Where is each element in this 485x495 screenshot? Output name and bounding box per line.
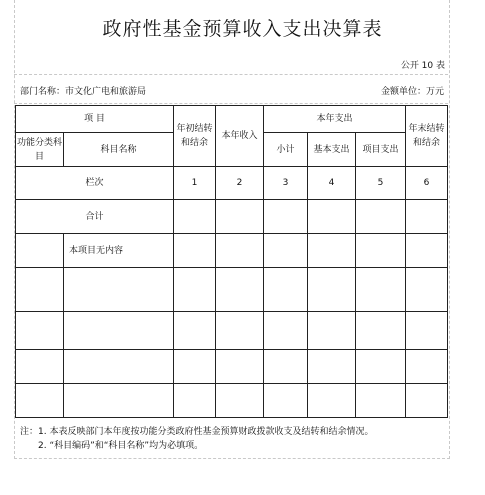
table-row: [16, 350, 448, 384]
table-cell: [308, 384, 356, 418]
table-cell: [406, 268, 448, 312]
table-cell: [64, 312, 174, 350]
table-cell: [308, 350, 356, 384]
table-cell: [308, 234, 356, 268]
col-index: 4: [308, 167, 356, 200]
fund-table: [15, 105, 448, 418]
table-row: [16, 268, 448, 312]
col-index: 1: [174, 167, 216, 200]
table-cell: [216, 200, 264, 234]
notes: [20, 425, 373, 453]
table-cell: [174, 234, 216, 268]
header-func-code: 功能分类科目: [16, 133, 64, 167]
table-cell: [216, 350, 264, 384]
header-item: 项 目: [16, 106, 174, 133]
header-basic-expense: 基本支出: [308, 133, 356, 167]
table-cell: [174, 200, 216, 234]
table-cell: [216, 234, 264, 268]
table-cell: [16, 234, 64, 268]
table-row: [16, 200, 448, 234]
table-cell: [308, 312, 356, 350]
table-cell: [356, 312, 406, 350]
index-row-label: 栏次: [16, 167, 174, 200]
header-subtotal: 小计: [264, 133, 308, 167]
table-row: [16, 312, 448, 350]
header-opening-balance: 年初结转和结余: [174, 106, 216, 167]
table-cell: [356, 268, 406, 312]
table-cell: [174, 350, 216, 384]
table-cell: [264, 234, 308, 268]
table-cell: [264, 200, 308, 234]
header-subject-name: 科目名称: [64, 133, 174, 167]
table-cell: [356, 234, 406, 268]
no-content-label: 本项目无内容: [64, 234, 174, 268]
page-title: 政府性基金预算收入支出决算表: [102, 18, 383, 40]
table-cell: [216, 312, 264, 350]
table-cell: [356, 384, 406, 418]
table-cell: [64, 350, 174, 384]
table-cell: [16, 312, 64, 350]
col-index: 5: [356, 167, 406, 200]
table-cell: [356, 200, 406, 234]
form-number: 公开 10 表: [400, 61, 445, 71]
info-row: [14, 74, 448, 104]
table-row: [16, 384, 448, 418]
col-index: 3: [264, 167, 308, 200]
header-closing-balance: 年末结转和结余: [406, 106, 448, 167]
table-cell: [406, 312, 448, 350]
table-cell: [308, 268, 356, 312]
table-row: [16, 167, 448, 200]
note-line-2: 2. “科目编码”和“科目名称”均为必填项。: [38, 441, 204, 451]
table-cell: [216, 268, 264, 312]
table-cell: [406, 350, 448, 384]
department-name: 部门名称：市文化广电和旅游局: [20, 87, 147, 97]
table-cell: [264, 312, 308, 350]
table-cell: [356, 350, 406, 384]
table-cell: [64, 384, 174, 418]
total-label: 合计: [16, 200, 174, 234]
table-cell: [174, 268, 216, 312]
table-cell: [16, 350, 64, 384]
table-cell: [16, 268, 64, 312]
table-cell: [216, 384, 264, 418]
amount-unit: 金额单位：万元: [380, 87, 444, 97]
table-cell: [308, 200, 356, 234]
table-cell: [406, 234, 448, 268]
table-cell: [264, 350, 308, 384]
table-cell: [406, 200, 448, 234]
table-cell: [16, 384, 64, 418]
header-current-income: 本年收入: [216, 106, 264, 167]
table-cell: [174, 312, 216, 350]
table-cell: [64, 268, 174, 312]
note-line-1: 注：1. 本表反映部门本年度按功能分类政府性基金预算财政拨款收支及结转和结余情况。: [20, 427, 374, 437]
table-row: [16, 234, 448, 268]
col-index: 2: [216, 167, 264, 200]
header-current-expense: 本年支出: [264, 106, 406, 133]
table-cell: [406, 384, 448, 418]
table-cell: [264, 268, 308, 312]
col-index: 6: [406, 167, 448, 200]
table-cell: [174, 384, 216, 418]
header-project-expense: 项目支出: [356, 133, 406, 167]
table-cell: [264, 384, 308, 418]
